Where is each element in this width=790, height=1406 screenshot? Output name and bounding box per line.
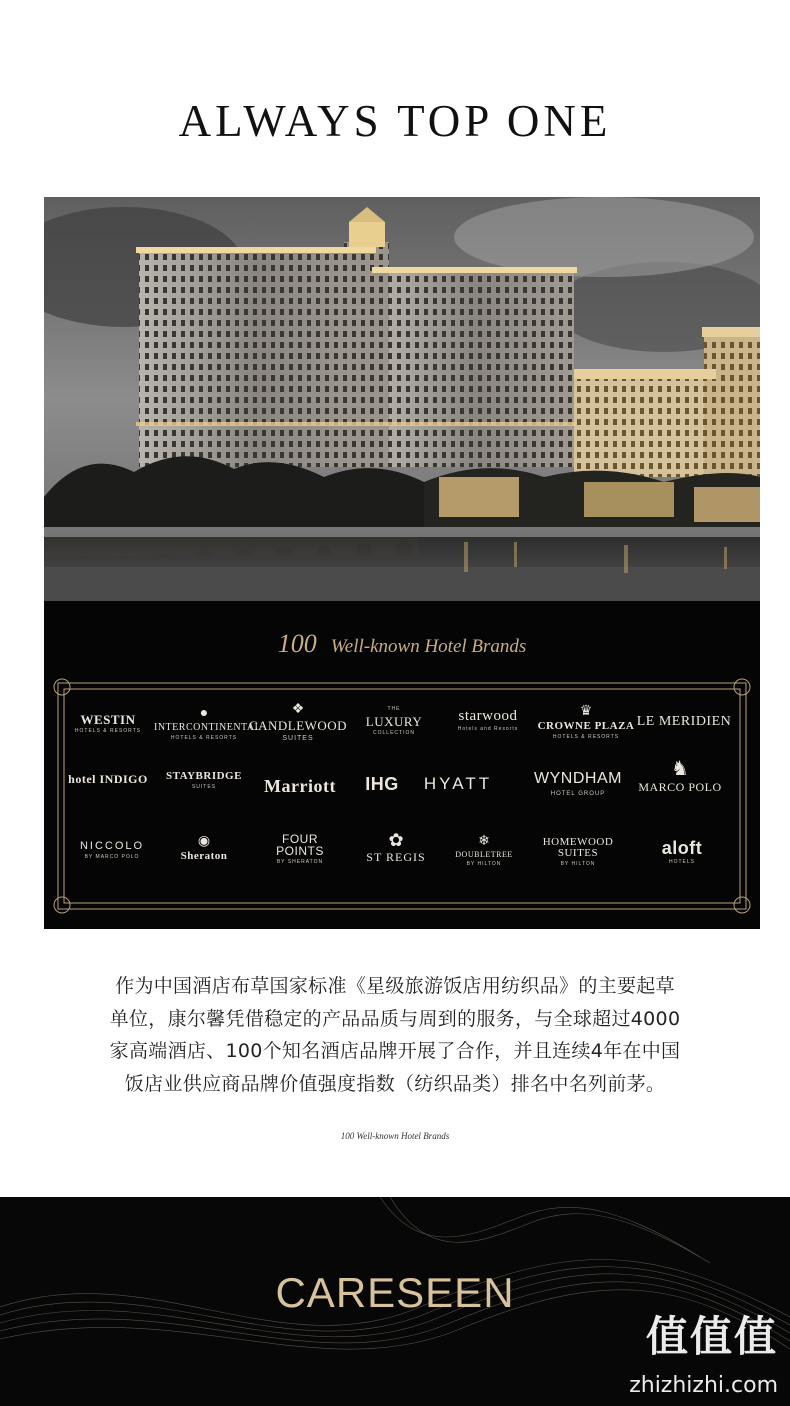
logo-wyndham: WYNDHAM HOTEL GROUP (534, 770, 622, 797)
logo-hyatt: HYATT (423, 774, 493, 793)
brands-title (44, 629, 760, 659)
sheraton-icon: ◉ (197, 834, 211, 849)
logo-sheraton: ◉ Sheraton (154, 835, 254, 862)
leaf-icon: ● (199, 706, 209, 721)
crown-icon: ♛ (579, 704, 593, 719)
logo-ihg: IHG (365, 774, 399, 794)
logo-le-meridien: LE MERIDIEN (636, 714, 732, 729)
hotel-brands-panel (44, 601, 760, 929)
logo-aloft: aloft HOTELS (661, 838, 703, 865)
careseen-logo: CARESEEN (275, 1269, 515, 1316)
footer-banner (0, 1197, 790, 1406)
paragraph-line: 家高端酒店、100个知名酒店品牌开展了合作，并且连续4年在中国 (109, 1040, 681, 1062)
logo-niccolo: NICCOLO BY MARCO POLO (79, 840, 145, 860)
st-regis-crest-icon: ✿ (388, 830, 404, 850)
candlewood-icon: ❖ (291, 702, 305, 717)
logo-starwood: starwood Hotels and Resorts (457, 708, 519, 732)
intro-paragraph (40, 970, 750, 1100)
doubletree-icon: ❄ (478, 834, 490, 849)
logo-hotel-indigo: hotel INDIGO (68, 772, 148, 786)
watermark-text: 值值值 (645, 1312, 778, 1361)
logo-doubletree: ❄ DOUBLETREE BY HILTON (434, 835, 534, 867)
brands-title-text: Well-known Hotel Brands (330, 636, 527, 657)
horse-icon: ♞ (671, 758, 689, 780)
logo-intercontinental: ● INTERCONTINENTAL HOTELS & RESORTS (154, 706, 262, 741)
logo-crowne-plaza: ♛ CROWNE PLAZA HOTELS & RESORTS (537, 704, 635, 740)
logo-four-points: FOUR POINTS BY SHERATON (276, 832, 324, 865)
logo-candlewood: ❖ CANDLEWOOD SUITES (248, 702, 348, 742)
page-headline: ALWAYS TOP ONE (178, 96, 612, 146)
brands-caption: 100 Well-known Hotel Brands (340, 1131, 450, 1141)
logo-westin: WESTIN HOTELS & RESORTS (74, 712, 142, 734)
paragraph-line: 饭店业供应商品牌价值强度指数（纺织品类）排名中名列前茅。 (124, 1072, 666, 1095)
paragraph-line: 作为中国酒店布草国家标准《星级旅游饭店用纺织品》的主要起草 (115, 975, 675, 997)
logo-staybridge: STAYBRIDGE SUITES (166, 770, 242, 790)
hotel-photo (44, 197, 760, 601)
logo-homewood-suites: HOMEWOOD SUITES BY HILTON (542, 836, 614, 867)
logo-marco-polo: ♞ MARCO POLO (630, 759, 730, 793)
logo-st-regis: ✿ ST REGIS (346, 831, 446, 863)
logo-luxury-collection: THE LUXURY COLLECTION (365, 706, 423, 736)
watermark-url: zhizhizhi.com (629, 1373, 778, 1398)
paragraph-line: 单位，康尔馨凭借稳定的产品品质与周到的服务，与全球超过4000 (109, 1007, 681, 1030)
logo-marriott: Marriott (264, 776, 336, 796)
brands-count: 100 (277, 629, 317, 658)
